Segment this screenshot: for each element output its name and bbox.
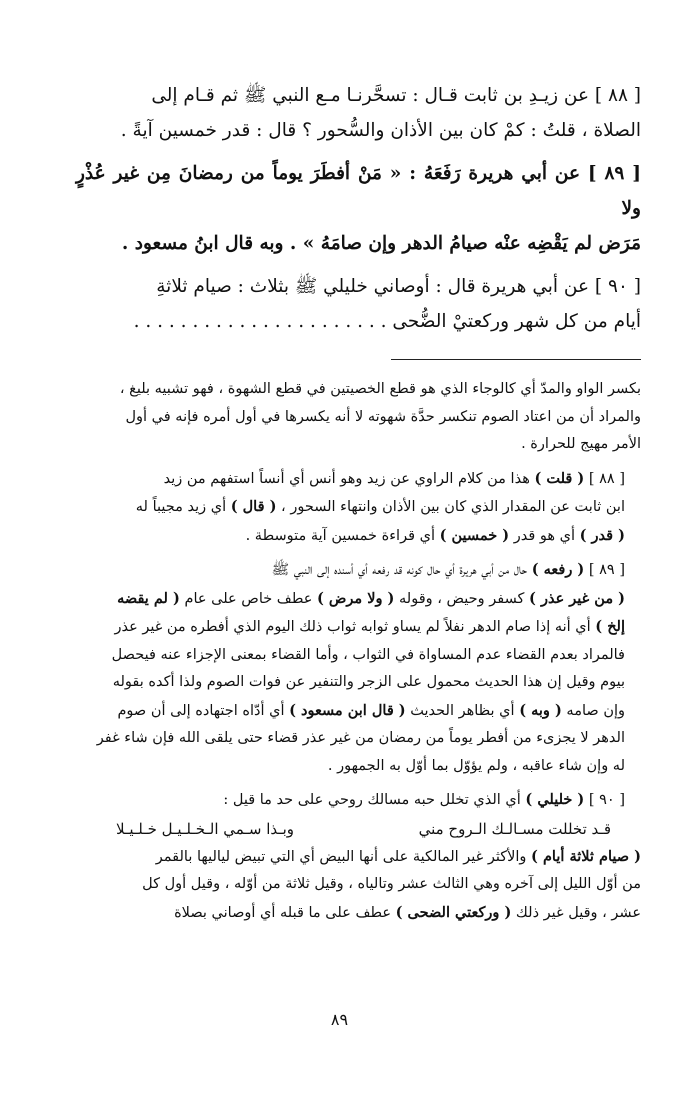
note-text: ابن ثابت عن المقدار الذي كان بين الأذان وانتهاء السحور ، — [276, 499, 625, 515]
note-keyword: ( صيام ثلاثة أيام ) — [531, 847, 641, 865]
note-text: أي الذي تخلل حبه مسالك روحي على حد ما قيل : — [223, 792, 526, 808]
note-text: عشر ، وقيل غير ذلك — [511, 904, 641, 921]
footnote-divider — [391, 359, 641, 360]
hadith-88 — [76, 78, 641, 148]
note-90-continued — [76, 843, 641, 928]
note-text: هذا من كلام الراوي عن زيد وهو أنس أي أنساً استفهم من زيد — [163, 470, 535, 487]
note-text: عطف خاص على عام — [179, 590, 317, 607]
note-keyword: ( قال ) — [230, 498, 277, 515]
note-text: والأكثر غير المالكية على أنها البيض أي التي تبيض لياليها بالقمر — [155, 848, 532, 865]
note-keyword: ( وركعتي الضحى ) — [395, 903, 512, 921]
note-text: كسفر وحيض ، وقوله — [394, 590, 530, 607]
note-number: [ ٨٩ ] — [584, 562, 625, 578]
note-number: [ ٩٠ ] — [584, 792, 625, 808]
main-text — [76, 78, 641, 339]
verse-first-hemistich: قـد تخللت مسـالـك الـروح مني — [418, 819, 611, 838]
hadith-88-line-2: الصلاة ، قلتُ : كمْ كان بين الأذان والسُّحور ؟ قال : قدر خمسين آيةً . — [120, 120, 641, 141]
note-text: أي أنه إذا صام الدهر نفلاً لم يساو ثوابه ثواب ذلك اليوم الذي أفطره من غير عذر — [114, 619, 596, 635]
hadith-90-line-1: [ ٩٠ ] عن أبي هريرة قال : أوصاني خليلي ﷺ بثلاث : صيام ثلاثةِ — [156, 276, 641, 297]
hadith-89-line-2: مَرَض لم يَقْضِه عنْه صيامُ الدهر وإن صامَهُ » . وبه قال ابنُ مسعود . — [121, 233, 641, 254]
note-line: والمراد أن من اعتاد الصوم تنكسر حدَّة شهوته لا أنه يكسرها في أول أمره فإنه في أول — [125, 408, 641, 425]
verse-second-hemistich: وبـذا سـمي الـخـلـيـل خـلـيـلا — [116, 819, 295, 838]
note-keyword: إلخ ) — [595, 618, 625, 635]
note-keyword: ( قدر ) — [579, 526, 625, 544]
page-number: ٨٩ — [330, 1010, 349, 1029]
note-keyword: ( رفعه ) — [531, 561, 585, 578]
hadith-89-line-1: [ ٨٩ ] عن أبي هريرة رَفَعَهُ : « مَنْ أفطَرَ يوماً من رمضانَ مِن غير عُذْرٍ ولا — [76, 163, 641, 219]
note-line: الأمر مهيج للحرارة . — [521, 436, 641, 452]
commentary — [76, 376, 641, 927]
note-text: عطف على ما قبله أي أوصاني بصلاة — [174, 904, 396, 921]
note-text: أي بظاهر الحديث — [405, 702, 520, 719]
note-text: أي قراءة خمسين آية متوسطة . — [245, 527, 440, 544]
note-text: أي أدّاه اجتهاده إلى أن صوم — [117, 702, 290, 719]
note-text: فالمراد بعدم القضاء عدم المساواة في الثواب ، وأما القضاء بمعنى الإجزاء عنه فيحصل — [111, 646, 625, 663]
note-text: أي هو قدر — [509, 527, 580, 544]
note-keyword: ( ولا مرض ) — [316, 589, 395, 607]
note-continuation — [76, 376, 641, 459]
hadith-90 — [76, 269, 641, 339]
note-keyword: ( وبه ) — [519, 701, 562, 719]
poetry-verse — [76, 815, 641, 843]
hadith-88-line-1: [ ٨٨ ] عن زيـدِ بن ثابت قـال : تسحَّرنـا مـع النبي ﷺ ثم قـام إلى — [151, 85, 641, 106]
note-line: بكسر الواو والمدّ أي كالوجاء الذي هو قطع الخصيتين في قطع الشهوة ، فهو تشبيه بليغ ، — [119, 381, 641, 397]
note-text: حال من أبي هريرة أي حال كونه قد رفعه أي أسنده إلى النبي ﷺ — [271, 562, 532, 578]
note-text: وإن صامه — [561, 702, 625, 719]
note-keyword: ( قال ابن مسعود ) — [289, 701, 406, 719]
hadith-90-line-2: أيام من كل شهر وركعتيْ الضُّحى . . . . . . . . . . . . . . . . . . . . . . — [133, 311, 641, 332]
page-body — [76, 78, 641, 927]
note-90 — [76, 786, 641, 815]
note-text: بيوم وقيل إن هذا الحديث محمول على الزجر والتنفير عن فوات الصوم ولذا أكده بقوله — [112, 674, 625, 690]
note-keyword: ( خليلي ) — [525, 791, 585, 808]
note-keyword: ( قلت ) — [534, 469, 585, 487]
note-text: له وإن شاء عاقبه ، ولم يؤوّل بما أوّل به الجمهور . — [327, 757, 625, 774]
note-text: الدهر لا يجزىء من أفطر يوماً من رمضان من غير عذر قضاء حتى يلقى الله فإن شاء غفر — [96, 730, 625, 746]
note-keyword: ( من غير عذر ) — [529, 589, 625, 607]
note-keyword: ( خمسين ) — [439, 526, 510, 544]
note-keyword: ( لم يقضه — [117, 589, 180, 607]
note-text: أي زيد مجيباً له — [135, 499, 231, 515]
note-number: [ ٨٨ ] — [584, 470, 625, 487]
note-text: من أوّل الليل إلى آخره وهي الثالث عشر وتالياه ، وقيل ثلاثة من أوّله ، وقيل أول كل — [142, 876, 641, 892]
note-89 — [76, 556, 641, 780]
hadith-89 — [76, 156, 641, 261]
note-88 — [76, 465, 641, 551]
